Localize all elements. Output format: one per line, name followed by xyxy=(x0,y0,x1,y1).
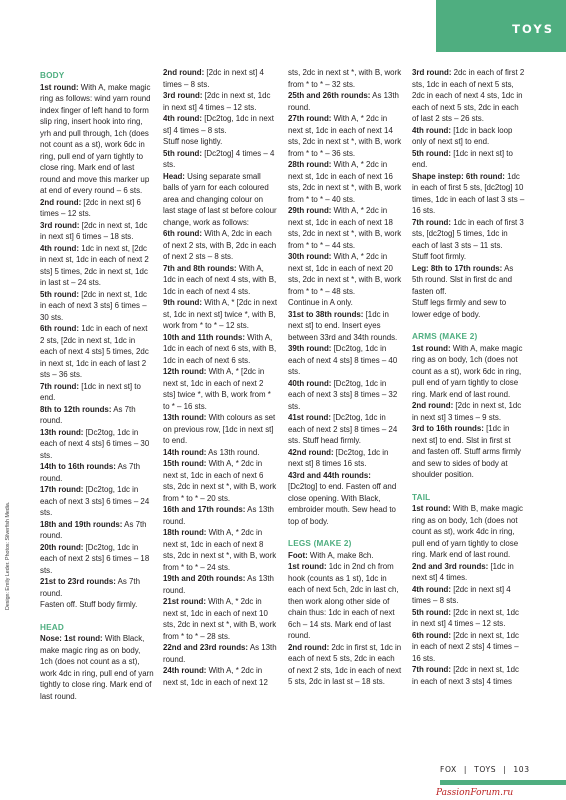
round-label: 12th round: xyxy=(163,367,207,376)
instruction-text: Using separate small balls of yarn for each coloured area and changing colour on last stage of last st before colour change, work as follows: xyxy=(163,171,277,227)
round-label: 4th round: xyxy=(40,243,80,253)
instruction-paragraph xyxy=(288,378,402,413)
round-label: 40th round: xyxy=(288,378,332,388)
instruction-text: With A, * 2dc in next st, 1dc in each of next 8 sts, 2dc in next st *, with B, work from * to * – 24 sts. xyxy=(163,528,277,572)
round-label: 4th round: xyxy=(412,125,452,135)
instruction-paragraph xyxy=(40,484,154,519)
instruction-text: With Black, make magic ring as on body, 1ch (does not count as a st), work 4dc in ring, pull end of yarn tightly to close ring. Mark end of last round. xyxy=(40,634,154,701)
instruction-paragraph xyxy=(288,470,402,528)
instruction-text: 1dc in each of first 3 sts, [dc2tog] 5 times, 1dc in each of last 3 sts – 11 sts. xyxy=(412,217,524,250)
instruction-paragraph xyxy=(412,664,526,687)
round-label: 28th round: xyxy=(288,160,332,169)
instruction-paragraph xyxy=(163,297,277,332)
round-label: 2nd round: xyxy=(40,197,82,207)
instruction-text: 2dc in first st, 1dc in each of next 5 sts, 2dc in each of next 2 sts, 1dc in each of next 5 sts, 2dc in last st – 18 sts. xyxy=(288,642,402,686)
instruction-text: With A, * 2dc in next st, 1dc in each of next 12 xyxy=(163,666,268,687)
instruction-paragraph xyxy=(40,381,154,404)
section-heading: BODY xyxy=(40,71,65,80)
section-heading: LEGS (MAKE 2) xyxy=(288,539,352,548)
instruction-text: [Dc2tog, 1dc in next st] 8 times 16 sts. xyxy=(288,447,389,468)
instruction-text: With A, make magic ring as follows: wind yarn round index finger of left hand to form slip ring, insert hook into ring, yrh and pull through, 1ch (does not count as a st), work 6dc in ring, pull end of yarn tightly to close ring. Mark end of last round and move this marker up at end of every round – 6 sts. xyxy=(40,82,151,195)
instruction-text: With A, * 2dc in next st, 1dc in each of next 10 sts, 2dc in next st *, with B, work from * to * – 28 sts. xyxy=(163,597,277,641)
instruction-paragraph xyxy=(40,599,154,611)
section-heading: ARMS (MAKE 2) xyxy=(412,332,478,341)
instruction-paragraph xyxy=(288,251,402,297)
instruction-paragraph xyxy=(40,461,154,484)
instruction-paragraph xyxy=(412,423,526,481)
page-number: 103 xyxy=(513,765,530,774)
round-label: 2nd round: xyxy=(412,401,454,410)
round-label: 3rd to 16th rounds: xyxy=(412,424,484,433)
round-label: 18th round: xyxy=(163,528,207,537)
round-label: 1st round: xyxy=(412,504,451,513)
instruction-text: As 5th round. Slst in first dc and fasten off. xyxy=(412,263,514,296)
instruction-text: [2dc in next st, 1dc in next st] 4 times – 12 sts. xyxy=(412,607,519,628)
round-label: 29th round: xyxy=(288,206,332,215)
round-label: 42nd round: xyxy=(288,447,334,457)
column-3 xyxy=(288,67,402,688)
instruction-text: Continue in A only. xyxy=(288,298,353,307)
instruction-text: With A, * 2dc in next st, 1dc in each of next 16 sts, 2dc in next st *, with B, work from * to * – 40 sts. xyxy=(288,160,402,204)
instruction-text: With A, * 2dc in next st, 1dc in each of next 20 sts, 2dc in next st *, with B, work from * to * – 48 sts. xyxy=(288,252,402,296)
instruction-paragraph xyxy=(288,447,402,470)
round-label: 24th round: xyxy=(163,666,207,675)
round-label: 7th round: xyxy=(40,381,80,391)
instruction-paragraph xyxy=(288,309,402,344)
instruction-paragraph xyxy=(163,412,277,447)
round-label: 2nd round: xyxy=(163,68,205,77)
instruction-paragraph xyxy=(163,366,277,412)
round-label: 43rd and 44th rounds: xyxy=(288,470,371,480)
instruction-paragraph xyxy=(163,113,277,136)
round-label: 2nd and 3rd rounds: xyxy=(412,561,489,571)
round-label: 15th round: xyxy=(163,459,207,468)
instruction-text: [1dc in next st] to end. Slst in first st and fasten off. Stuff arms firmly and sew to sides of body at shoulder position. xyxy=(412,424,521,479)
photo-credit: Design: Emily Leder. Photos: Silverfish Media. xyxy=(5,501,11,610)
instruction-paragraph xyxy=(412,561,526,584)
round-label: Foot: xyxy=(288,550,308,560)
instruction-text: [2dc in next st, 1dc in next st] 3 times – 9 sts. xyxy=(412,401,522,422)
round-label: 17th round: xyxy=(40,485,84,494)
instruction-paragraph xyxy=(40,197,154,220)
instruction-text: [2dc in next st] 4 times – 8 sts. xyxy=(412,584,511,605)
instruction-text: 1dc in 2nd ch from hook (counts as 1 st), 1dc in each of next 5ch, 2dc in last ch, then work along other side of chain thus: 1dc in each of next 6ch – 14 sts. Mark end of last round. xyxy=(288,562,399,640)
round-label: 5th round: xyxy=(412,607,452,617)
round-label: 1st round: xyxy=(412,343,451,353)
instruction-paragraph xyxy=(412,343,526,401)
instruction-text: [1dc in back loop only of next st] to end. xyxy=(412,125,513,146)
instruction-paragraph xyxy=(40,633,154,702)
column-2 xyxy=(163,67,277,688)
instruction-paragraph xyxy=(163,332,277,367)
instruction-paragraph xyxy=(288,90,402,113)
round-label: 2nd round: xyxy=(288,642,330,652)
round-label: 7th round: xyxy=(412,217,452,227)
instruction-paragraph xyxy=(163,665,277,688)
round-label: 27th round: xyxy=(288,114,332,123)
instruction-paragraph xyxy=(163,458,277,504)
instruction-text: With B, make magic ring as on body, 1ch (does not count as st), work 4dc in ring, pull end of yarn tightly to close ring. Mark end of last round. xyxy=(412,504,523,559)
instruction-paragraph xyxy=(40,542,154,577)
round-label: 18th and 19th rounds: xyxy=(40,519,123,529)
instruction-text: [1dc in next st] to end. xyxy=(412,148,513,169)
round-label: Shape instep: 6th round: xyxy=(412,171,505,181)
round-label: Leg: 8th to 17th rounds: xyxy=(412,263,503,273)
instruction-text: [Dc2tog, 1dc in each of next 4 sts] 6 times – 30 sts. xyxy=(40,427,150,460)
instruction-text: Stuff nose lightly. xyxy=(163,137,223,146)
instruction-paragraph xyxy=(288,642,402,688)
instruction-paragraph xyxy=(40,576,154,599)
round-label: 6th round: xyxy=(163,229,203,238)
instruction-paragraph xyxy=(288,113,402,159)
round-label: 39th round: xyxy=(288,344,332,353)
instruction-paragraph xyxy=(163,447,277,459)
instruction-text: Stuff legs firmly and sew to lower edge of body. xyxy=(412,298,507,319)
instruction-text: [Dc2tog, 1dc in each of next 4 sts] 8 times – 40 sts. xyxy=(288,344,398,376)
round-label: 22nd and 23rd rounds: xyxy=(163,643,249,652)
instruction-text: [Dc2tog, 1dc in each of next 3 sts] 6 times – 24 sts. xyxy=(40,485,150,517)
instruction-paragraph xyxy=(412,67,526,125)
instruction-text: As 13th round. xyxy=(206,447,260,457)
instruction-paragraph xyxy=(40,404,154,427)
instruction-text: As 13th round. xyxy=(288,91,399,112)
round-label: 4th round: xyxy=(412,584,452,594)
instruction-text: With A, * [2dc in next st, 1dc in next st] twice *, with B, work from * to * – 12 sts. xyxy=(163,298,278,330)
instruction-text: With A, make magic ring as on body, 1ch (does not count as a st), work 6dc in ring, pull end of yarn tightly to close ring. Mark end of last round. xyxy=(412,343,523,399)
instruction-text: [Dc2tog] to end. Fasten off and close opening. With Black, embroider mouth. Sew head to top of body. xyxy=(288,482,397,526)
instruction-text: [2dc in next st, 1dc in each of next 3 sts] 4 times xyxy=(412,665,519,686)
instruction-text: [Dc2tog, 1dc in each of next 2 sts] 8 times – 24 sts. Stuff head firmly. xyxy=(288,413,398,445)
round-label: 9th round: xyxy=(163,298,203,307)
instruction-paragraph xyxy=(40,220,154,243)
instruction-paragraph xyxy=(288,159,402,205)
section-tab-label: TOYS xyxy=(512,22,554,36)
round-label: 31st to 38th rounds: xyxy=(288,309,364,319)
round-label: 14th to 16th rounds: xyxy=(40,462,116,471)
instruction-paragraph xyxy=(412,148,526,171)
round-label: 30th round: xyxy=(288,252,332,261)
section-tab xyxy=(436,0,566,52)
round-label: 6th round: xyxy=(40,324,80,333)
round-label: 4th round: xyxy=(163,114,203,123)
instruction-text: 2dc in each of first 2 sts, 1dc in each of next 5 sts, 2dc in each of next 4 sts, 1dc in each of next 5 sts, 2dc in each of last 2 sts – 26 sts. xyxy=(412,68,525,123)
instruction-text: With A, * [2dc in next st, 1dc in each of next 2 sts] twice *, with B, work from * to * – 16 sts. xyxy=(163,367,271,411)
section-heading: HEAD xyxy=(40,622,64,632)
round-label: 7th round: xyxy=(412,665,452,674)
instruction-paragraph xyxy=(412,400,526,423)
instruction-text: As 7th round. xyxy=(40,577,140,598)
footer-accent-bar xyxy=(440,780,566,785)
instruction-paragraph xyxy=(163,573,277,596)
instruction-paragraph xyxy=(163,136,277,148)
round-label: 5th round: xyxy=(40,289,80,299)
instruction-paragraph xyxy=(40,427,154,462)
instruction-text: [2dc in next st, 1dc in next st] 4 times – 12 sts. xyxy=(163,91,271,112)
instruction-paragraph xyxy=(163,527,277,573)
instruction-paragraph xyxy=(40,243,154,289)
instruction-paragraph xyxy=(163,504,277,527)
instruction-paragraph xyxy=(412,171,526,217)
round-label: 8th to 12th rounds: xyxy=(40,404,112,414)
instruction-paragraph xyxy=(412,217,526,252)
instruction-paragraph xyxy=(163,228,277,263)
instruction-paragraph xyxy=(412,125,526,148)
instruction-paragraph xyxy=(412,630,526,665)
round-label: 3rd round: xyxy=(412,68,452,77)
watermark: PassionForum.ru xyxy=(436,788,514,798)
instruction-paragraph xyxy=(288,561,402,642)
instruction-paragraph xyxy=(288,205,402,251)
column-4 xyxy=(412,67,526,687)
instruction-paragraph xyxy=(40,519,154,542)
instruction-paragraph xyxy=(412,297,526,320)
round-label: 3rd round: xyxy=(40,220,80,230)
round-label: 3rd round: xyxy=(163,91,203,100)
instruction-paragraph xyxy=(288,412,402,447)
instruction-text: [1dc in next st] to end. xyxy=(40,381,141,402)
instruction-paragraph xyxy=(40,323,154,381)
round-label: 21st round: xyxy=(163,597,206,606)
round-label: 13th round: xyxy=(163,413,207,422)
instruction-text: With A, make 8ch. xyxy=(307,550,374,560)
footer-separator: | xyxy=(503,765,507,774)
instruction-paragraph xyxy=(163,148,277,171)
instruction-text: [1dc in next st] to end. Insert eyes between 33rd and 34th rounds. xyxy=(288,309,398,342)
round-label: 1st round: xyxy=(288,562,327,571)
instruction-text: [Dc2tog, 1dc in next st] 4 times – 8 sts. xyxy=(163,114,274,135)
instruction-text: [2dc in next st, 1dc in each of next 2 sts] 4 times – 16 sts. xyxy=(412,630,519,663)
round-label: 25th and 26th rounds: xyxy=(288,91,371,100)
instruction-text: [Dc2tog] 4 times – 4 sts. xyxy=(163,148,275,169)
round-label: 1st round: xyxy=(40,82,79,92)
instruction-text: [1dc in next st] 4 times. xyxy=(412,561,514,582)
instruction-paragraph xyxy=(163,263,277,298)
instruction-paragraph xyxy=(163,596,277,642)
instruction-text: With colours as set on previous row, [1dc in next st] to end. xyxy=(163,413,276,445)
instruction-paragraph xyxy=(163,171,277,229)
round-label: 5th round: xyxy=(163,148,203,158)
instruction-paragraph xyxy=(288,343,402,378)
instruction-text: 1dc in each of next 2 sts, [2dc in next st, 1dc in each of next 4 sts] 5 times, 2dc in next st, 1dc in each of last 2 sts – 36 sts. xyxy=(40,324,149,379)
instruction-text: With A, 1dc in each of next 4 sts, with B, 1dc in each of next 4 sts. xyxy=(163,263,277,296)
instruction-text: sts, 2dc in next st *, with B, work from * to * – 32 sts. xyxy=(288,68,402,89)
round-label: 21st to 23rd rounds: xyxy=(40,577,116,586)
instruction-text: As 13th round. xyxy=(163,505,274,526)
instruction-text: [Dc2tog, 1dc in each of next 2 sts] 6 times – 18 sts. xyxy=(40,542,150,575)
instruction-paragraph xyxy=(163,67,277,90)
column-1 xyxy=(40,70,154,702)
section-heading: TAIL xyxy=(412,492,431,502)
instruction-text: [2dc in next st] 4 times – 8 sts. xyxy=(163,68,264,89)
instruction-text: With A, * 2dc in next st, 1dc in each of next 18 sts, 2dc in next st *, with B, work from * to * – 44 sts. xyxy=(288,206,402,250)
instruction-text: 1dc in next st, [2dc in next st, 1dc in each of next 2 sts] 5 times, 2dc in next st, 1dc in last st – 24 sts. xyxy=(40,243,149,287)
instruction-text: With A, 1dc in each of next 6 sts, with B, 1dc in each of next 6 sts. xyxy=(163,332,277,365)
instruction-paragraph xyxy=(40,82,154,197)
footer-separator: | xyxy=(463,765,468,774)
instruction-paragraph xyxy=(412,263,526,298)
instruction-text: [Dc2tog, 1dc in each of next 3 sts] 8 times – 32 sts. xyxy=(288,378,398,411)
instruction-text: With A, 2dc in each of next 2 sts, with B, 2dc in each of next 2 sts – 8 sts. xyxy=(163,229,277,261)
instruction-text: [2dc in next st] 6 times – 12 sts. xyxy=(40,197,141,218)
footer-section: TOYS xyxy=(474,765,497,774)
round-label: 41st round: xyxy=(288,413,331,422)
instruction-paragraph xyxy=(288,550,402,562)
instruction-paragraph xyxy=(412,607,526,630)
instruction-paragraph xyxy=(412,503,526,561)
instruction-paragraph xyxy=(163,90,277,113)
round-label: 20th round: xyxy=(40,542,84,552)
instruction-text: 1dc in each of first 5 sts, [dc2tog] 10 times, 1dc in each of last 3 sts – 16 sts. xyxy=(412,171,525,215)
footer-brand: FOX xyxy=(440,765,457,774)
instruction-text: As 13th round. xyxy=(163,643,277,664)
instruction-paragraph xyxy=(412,584,526,607)
round-label: 6th round: xyxy=(412,630,452,640)
page-footer xyxy=(440,765,534,774)
instruction-text: As 7th round. xyxy=(40,462,140,483)
instruction-text: As 7th round. xyxy=(40,404,136,425)
instruction-text: With A, * 2dc in next st, 1dc in each of next 14 sts, 2dc in next st *, with B, work from * to * – 36 sts. xyxy=(288,114,402,158)
round-label: Nose: 1st round: xyxy=(40,634,103,643)
instruction-paragraph xyxy=(288,297,402,309)
instruction-text: As 7th round. xyxy=(40,519,147,540)
round-label: 13th round: xyxy=(40,427,84,437)
round-label: 16th and 17th rounds: xyxy=(163,505,246,514)
instruction-paragraph xyxy=(163,642,277,665)
instruction-text: [2dc in next st, 1dc in each of next 3 sts] 6 times – 30 sts. xyxy=(40,289,147,322)
instruction-paragraph xyxy=(40,289,154,324)
instruction-paragraph xyxy=(412,251,526,263)
instruction-paragraph xyxy=(288,67,402,90)
round-label: 14th round: xyxy=(163,447,207,457)
round-label: 19th and 20th rounds: xyxy=(163,574,246,583)
round-label: 7th and 8th rounds: xyxy=(163,263,237,273)
instruction-text: Stuff foot firmly. xyxy=(412,252,467,261)
round-label: 5th round: xyxy=(412,148,452,158)
instruction-text: Fasten off. Stuff body firmly. xyxy=(40,600,138,609)
instruction-text: With A, * 2dc in next st, 1dc in each of next 6 sts, 2dc in next st *, with B, work from * to * – 20 sts. xyxy=(163,459,277,503)
round-label: Head: xyxy=(163,171,185,181)
round-label: 10th and 11th rounds: xyxy=(163,332,245,342)
instruction-text: As 13th round. xyxy=(163,574,274,595)
instruction-text: [2dc in next st, 1dc in next st] 6 times – 18 sts. xyxy=(40,220,148,241)
